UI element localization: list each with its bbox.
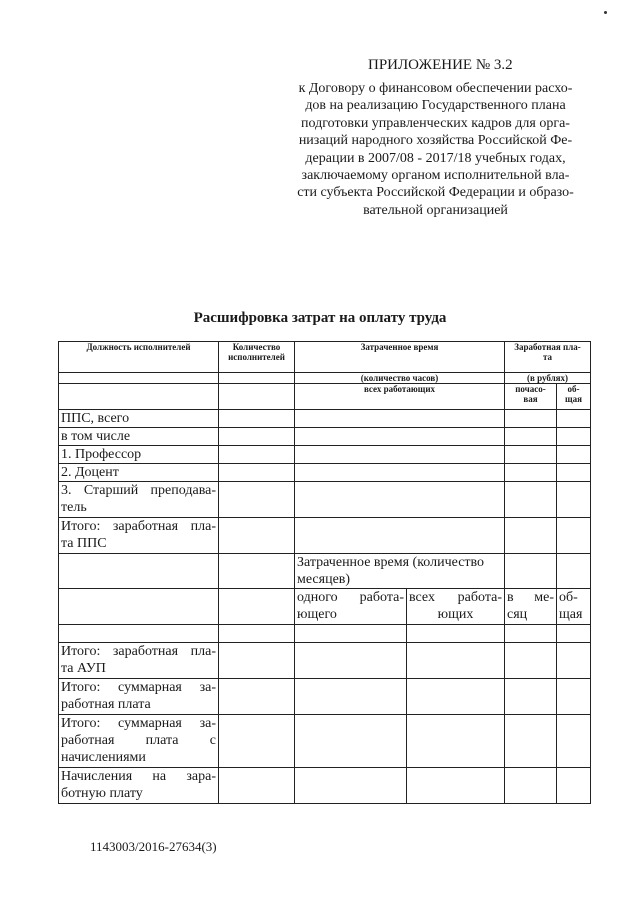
appendix-line: вательной организацией <box>363 202 508 218</box>
row-label: Начисления на зара- ботную плату <box>59 768 219 804</box>
row-label: Итого: суммарная за- работная плата с начислениями <box>59 715 219 768</box>
cell <box>557 679 591 715</box>
cell <box>407 643 505 679</box>
row-label: Итого: суммарная за- работная плата <box>59 679 219 715</box>
header-time-unit: (количество часов) <box>295 373 505 384</box>
cell <box>505 446 557 464</box>
cell <box>219 589 295 625</box>
cell <box>219 554 295 589</box>
cell <box>557 428 591 446</box>
cell <box>219 518 295 554</box>
cell <box>219 715 295 768</box>
cell <box>505 464 557 482</box>
cell <box>295 768 407 804</box>
cell <box>407 679 505 715</box>
appendix-line: дерации в 2007/08 - 2017/18 учебных годах, <box>305 150 566 166</box>
header-time-months: Затраченное время (количество месяцев) <box>295 554 505 589</box>
row-label: 1. Профессор <box>59 446 219 464</box>
appendix-line: сти субъекта Российской Федерации и образо- <box>297 185 574 201</box>
cell <box>295 715 407 768</box>
cell <box>59 554 219 589</box>
cell <box>557 482 591 518</box>
cell <box>219 464 295 482</box>
row-label: 2. Доцент <box>59 464 219 482</box>
cell <box>407 625 505 643</box>
cell <box>219 428 295 446</box>
row-label: ППС, всего <box>59 410 219 428</box>
cell <box>557 518 591 554</box>
cell <box>295 464 505 482</box>
cell <box>557 446 591 464</box>
header-time: Затраченное время <box>295 342 505 373</box>
appendix-line: подготовки управленческих кадров для орга- <box>301 115 570 131</box>
cell <box>505 768 557 804</box>
scan-speck <box>604 11 607 14</box>
header-one-worker: одного работа- ющего <box>295 589 407 625</box>
document-number: 1143003/2016-27634(3) <box>90 839 217 854</box>
cell <box>59 625 219 643</box>
cell <box>295 482 505 518</box>
labor-cost-table <box>58 341 591 804</box>
row-label: Итого: заработная пла- та ППС <box>59 518 219 554</box>
header-salary: Заработная пла- та <box>505 342 591 373</box>
cell <box>505 679 557 715</box>
header-per-month: в ме- сяц <box>505 589 557 625</box>
cell <box>505 715 557 768</box>
cell <box>557 625 591 643</box>
cell <box>219 410 295 428</box>
cell <box>407 715 505 768</box>
cell <box>505 625 557 643</box>
row-label: 3. Старший преподава- тель <box>59 482 219 518</box>
appendix-line: дов на реализацию Государственного плана <box>305 98 566 114</box>
appendix-line: заключаемому органом исполнительной вла- <box>301 168 570 184</box>
cell <box>295 410 505 428</box>
cell <box>219 643 295 679</box>
header-time-all: всех работающих <box>295 384 505 410</box>
cell <box>557 464 591 482</box>
cell <box>295 625 407 643</box>
header-total-2: об- щая <box>557 589 591 625</box>
cell <box>219 679 295 715</box>
cell <box>557 554 591 589</box>
cell <box>219 373 295 384</box>
cell <box>59 384 219 410</box>
cell <box>557 410 591 428</box>
cell <box>505 518 557 554</box>
cell <box>219 625 295 643</box>
cell <box>505 643 557 679</box>
row-label: в том числе <box>59 428 219 446</box>
cell <box>407 768 505 804</box>
cell <box>295 643 407 679</box>
cell <box>295 518 505 554</box>
cell <box>219 446 295 464</box>
cell <box>505 428 557 446</box>
cell <box>59 589 219 625</box>
header-position: Должность исполнителей <box>59 342 219 373</box>
cell <box>219 768 295 804</box>
appendix-title: ПРИЛОЖЕНИЕ № 3.2 <box>368 57 513 73</box>
header-count: Количество исполнителей <box>219 342 295 373</box>
cell <box>59 373 219 384</box>
header-total: об- щая <box>557 384 591 410</box>
cell <box>505 554 557 589</box>
appendix-line: к Договору о финансовом обеспечении расхо- <box>298 81 573 96</box>
cell <box>557 643 591 679</box>
cell <box>219 482 295 518</box>
cell <box>505 410 557 428</box>
header-all-workers: всех работа- ющих <box>407 589 505 625</box>
cell <box>295 679 407 715</box>
row-label: Итого: заработная пла- та АУП <box>59 643 219 679</box>
cell <box>295 428 505 446</box>
cell <box>295 446 505 464</box>
cell <box>557 715 591 768</box>
cell <box>557 768 591 804</box>
header-salary-unit: (в рублях) <box>505 373 591 384</box>
header-hourly: почасо- вая <box>505 384 557 410</box>
appendix-line: низаций народного хозяйства Российской Фе- <box>298 133 573 149</box>
cell <box>219 384 295 410</box>
document-title: Расшифровка затрат на оплату труда <box>193 310 447 326</box>
appendix-description <box>283 80 588 219</box>
cell <box>505 482 557 518</box>
